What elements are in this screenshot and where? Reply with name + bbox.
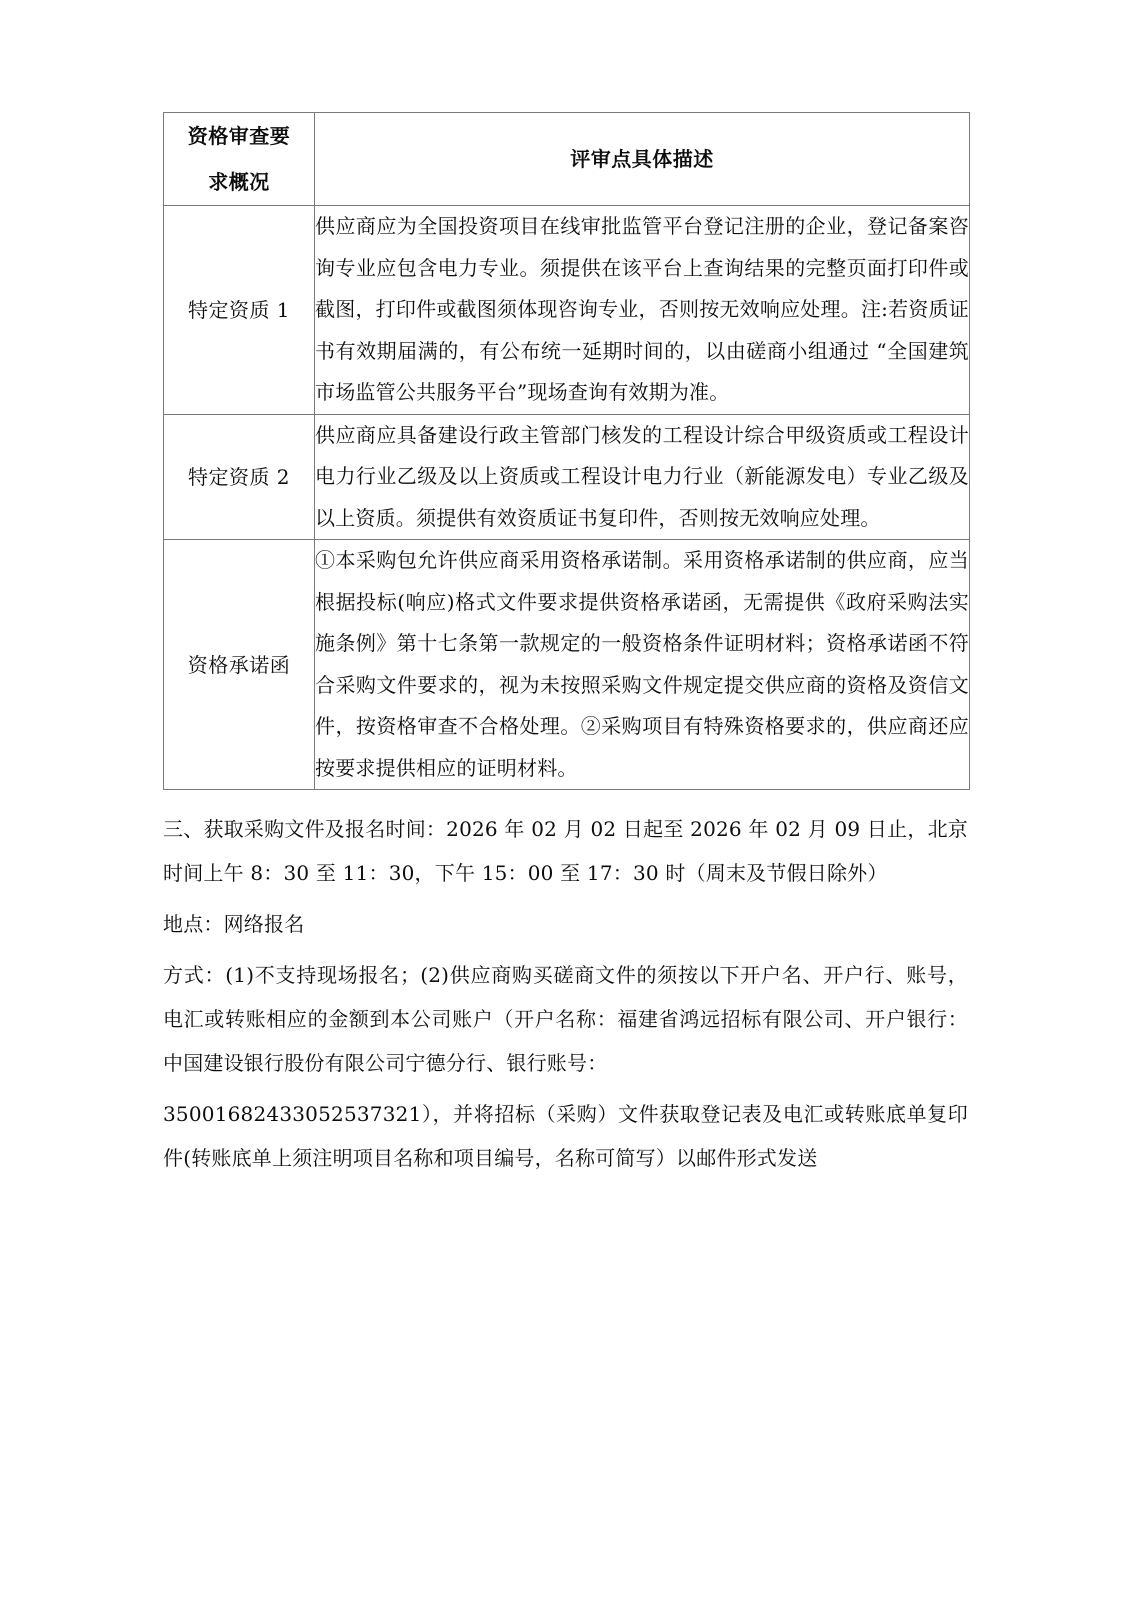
table-header-row	[164, 113, 970, 206]
row-label-qualification-commitment-letter: 资格承诺函	[164, 540, 315, 790]
paragraph-location: 地点：网络报名	[163, 912, 305, 936]
row-description-special-qualification-2: 供应商应具备建设行政主管部门核发的工程设计综合甲级资质或工程设计电力行业乙级及以上资质或工程设计电力行业（新能源发电）专业乙级及以上资质。须提供有效资质证书复印件，否则按无效响应处理。	[315, 414, 970, 540]
paragraph-acquisition-time: 三、获取采购文件及报名时间：2026 年 02 月 02 日起至 2026 年 02 月 09 日止，北京时间上午 8：30 至 11：30，下午 15：00 至 17：30 时（周末及节假日除外）	[163, 817, 968, 885]
table-row	[164, 540, 970, 790]
column-header-requirement-summary-line1: 资格审查要	[187, 124, 291, 148]
row-description-qualification-commitment-letter: ①本采购包允许供应商采用资格承诺制。采用资格承诺制的供应商，应当根据投标(响应)格式文件要求提供资格承诺函，无需提供《政府采购法实施条例》第十七条第一款规定的一般资格条件证明材料；资格承诺函不符合采购文件要求的，视为未按照采购文件规定提交供应商的资格及资信文件，按资格审查不合格处理。②采购项目有特殊资格要求的，供应商还应按要求提供相应的证明材料。	[315, 540, 970, 790]
table-body	[164, 206, 970, 790]
paragraph-account-number: 35001682433052537321），并将招标（采购）文件获取登记表及电汇或转账底单复印件(转账底单上须注明项目名称和项目编号，名称可简写）以邮件形式发送	[163, 1102, 968, 1170]
table-header	[164, 113, 970, 206]
table-row	[164, 206, 970, 415]
row-label-special-qualification-2: 特定资质 2	[164, 414, 315, 540]
column-header-requirement-summary	[164, 113, 315, 206]
column-header-description: 评审点具体描述	[315, 113, 970, 206]
table-row	[164, 414, 970, 540]
qualification-requirements-table	[163, 112, 970, 790]
column-header-requirement-summary-line2: 求概况	[208, 170, 270, 194]
body-text-section	[163, 807, 968, 1180]
paragraph-method: 方式：(1)不支持现场报名；(2)供应商购买磋商文件的须按以下开户名、开户行、账号，电汇或转账相应的金额到本公司账户（开户名称：福建省鸿远招标有限公司、开户银行：中国建设银行股份有限公司宁德分行、银行账号：	[163, 963, 968, 1075]
row-label-special-qualification-1: 特定资质 1	[164, 206, 315, 415]
row-description-special-qualification-1: 供应商应为全国投资项目在线审批监管平台登记注册的企业，登记备案咨询专业应包含电力专业。须提供在该平台上查询结果的完整页面打印件或截图，打印件或截图须体现咨询专业，否则按无效响应处理。注:若资质证书有效期届满的，有公布统一延期时间的，以由磋商小组通过 “全国建筑市场监管公共服务平台”现场查询有效期为准。	[315, 206, 970, 415]
